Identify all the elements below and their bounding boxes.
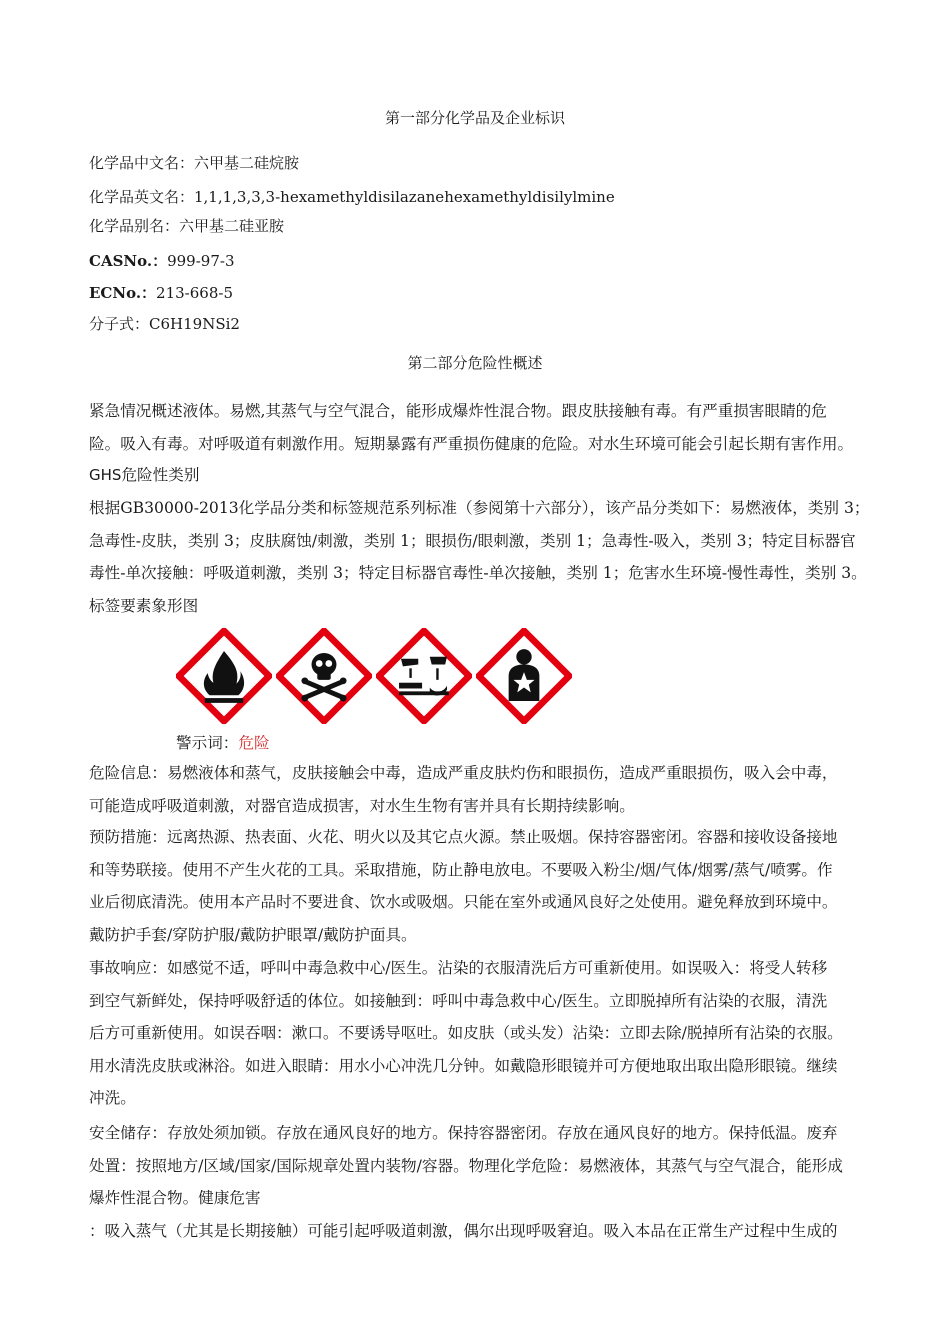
ghs-heading-latin: GHS [89, 466, 122, 484]
response-line: 到空气新鲜处，保持呼吸舒适的体位。如接触到：呼叫中毒急救中心/医生。立即脱掉所有沾染的衣服，清洗 [89, 991, 828, 1010]
ec-label: ECNo.： [89, 284, 157, 302]
signal-word-label: 警示词： [176, 734, 239, 752]
storage-line: 处置：按照地方/区域/国家/国际规章处置内装物/容器。物理化学危险：易燃液体，其蒸气与空气混合，能形成 [89, 1156, 843, 1175]
flame-icon [176, 628, 272, 724]
classification-line: 毒性-单次接触：呼吸道刺激，类别 3；特定目标器官毒性-单次接触，类别 1；危害水生环境-慢性毒性，类别 3。 [89, 564, 867, 582]
response-line: 后方可重新使用。如误吞咽：漱口。不要诱导呕吐。如皮肤（或头发）沾染：立即去除/脱掉所有沾染的衣服。 [89, 1024, 843, 1042]
response-line: 冲洗。 [89, 1089, 136, 1107]
prevention-line: 业后彻底清洗。使用本产品时不要进食、饮水或吸烟。只能在室外或通风良好之处使用。避免释放到环境中。 [89, 893, 838, 911]
signal-word-line [176, 733, 270, 753]
prevention-line: 和等势联接。使用不产生火花的工具。采取措施，防止静电放电。不要吸入粉尘/烟/气体/烟雾/蒸气/喷雾。作 [89, 860, 833, 879]
alias-name: 化学品别名：六甲基二硅亚胺 [89, 217, 285, 235]
response-line: 事故响应：如感觉不适，呼叫中毒急救中心/医生。沾染的衣服清洗后方可重新使用。如误吸入：将受人转移 [89, 959, 828, 977]
ghs-heading [89, 465, 199, 485]
safe-storage [89, 1117, 919, 1247]
pictogram-heading: 标签要素象形图 [89, 597, 199, 615]
prevention-line: 戴防护手套/穿防护服/戴防护眼罩/戴防护面具。 [89, 925, 417, 944]
ec-value: 213-668-5 [156, 284, 233, 302]
cas-number [89, 251, 235, 271]
storage-line: 爆炸性混合物。健康危害 [89, 1189, 261, 1207]
section2-title: 第二部分危险性概述 [407, 354, 543, 372]
skull-crossbones-icon [276, 628, 372, 724]
english-name: 化学品英文名：1,1,1,3,3,3-hexamethyldisilazanehexamethyldisilylmine [89, 188, 615, 206]
health-hazard-icon [476, 628, 572, 724]
ec-number [89, 283, 233, 303]
emergency-overview [89, 395, 919, 460]
chinese-name: 化学品中文名：六甲基二硅烷胺 [89, 154, 300, 172]
response-line: 用水清洗皮肤或淋浴。如进入眼睛：用水小心冲洗几分钟。如戴隐形眼镜并可方便地取出取出隐形眼镜。继续 [89, 1056, 838, 1075]
storage-line: 安全储存：存放处须加锁。存放在通风良好的地方。保持容器密闭。存放在通风良好的地方。保持低温。废弃 [89, 1124, 838, 1142]
hazard-information [89, 757, 919, 822]
prevention-line: 预防措施：远离热源、热表面、火花、明火以及其它点火源。禁止吸烟。保持容器密闭。容器和接收设备接地 [89, 828, 838, 846]
cas-label: CASNo.： [89, 252, 168, 270]
storage-line: ：吸入蒸气（尤其是长期接触）可能引起呼吸道刺激，偶尔出现呼吸窘迫。吸入本品在正常生产过程中生成的 [89, 1221, 838, 1240]
signal-word: 危险 [238, 734, 270, 752]
emergency-line: 紧急情况概述液体。易燃,其蒸气与空气混合，能形成爆炸性混合物。跟皮肤接触有毒。有严重损害眼睛的危 [89, 402, 827, 420]
hazard-line: 危险信息：易燃液体和蒸气，皮肤接触会中毒，造成严重皮肤灼伤和眼损伤，造成严重眼损伤，吸入会中毒， [89, 764, 838, 782]
section1-title: 第一部分化学品及企业标识 [384, 109, 565, 127]
cas-value: 999-97-3 [167, 252, 235, 270]
corrosion-icon [376, 628, 472, 724]
accident-response [89, 952, 919, 1115]
hazard-line: 可能造成呼吸道刺激，对器官造成损害，对水生生物有害并具有长期持续影响。 [89, 796, 635, 815]
ghs-pictogram-row [176, 628, 576, 724]
emergency-line: 险。吸入有毒。对呼吸道有刺激作用。短期暴露有严重损伤健康的危险。对水生环境可能会引起长期有害作用。 [89, 434, 854, 453]
prevention-measures [89, 821, 919, 951]
classification-line: 根据GB30000-2013化学品分类和标签规范系列标准（参阅第十六部分），该产品分类如下：易燃液体，类别 3； [89, 499, 870, 517]
classification-line: 急毒性-皮肤，类别 3；皮肤腐蚀/刺激，类别 1；眼损伤/眼刺激，类别 1；急毒性-吸入，类别 3；特定目标器官 [89, 531, 856, 550]
molecular-formula: 分子式：C6H19NSi2 [89, 315, 240, 333]
classification-paragraph [89, 492, 919, 590]
ghs-heading-cn: 危险性类别 [121, 466, 200, 484]
